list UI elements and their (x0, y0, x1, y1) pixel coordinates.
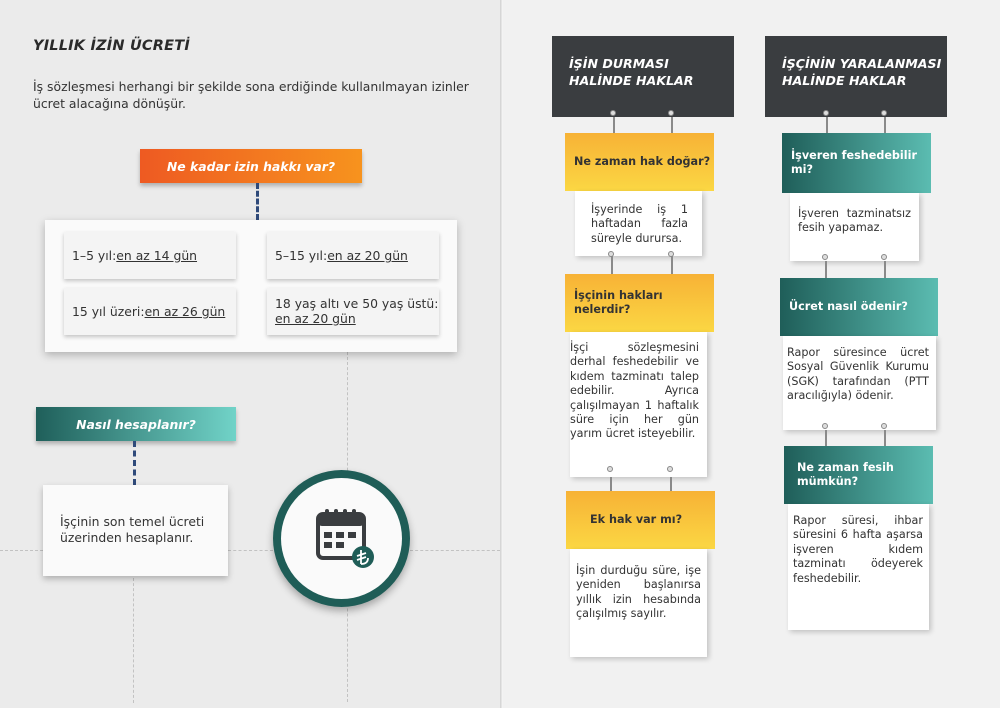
entitlement-cell (267, 232, 439, 279)
guide-line (228, 550, 273, 551)
header-work-stoppage (552, 36, 734, 117)
answer-note (790, 193, 919, 261)
answer-note (570, 332, 707, 477)
connector-line (256, 183, 259, 220)
page-title: YILLIK İZİN ÜCRETİ (33, 38, 190, 54)
answer-text: İşin durduğu süre, işe yeniden başlanırsa yıllık izin hesabında çalışılmış sayılır. (576, 564, 701, 621)
header-injury (765, 36, 947, 117)
entitlement-value: en az 14 gün (116, 248, 198, 263)
connector-line (133, 441, 136, 485)
calc-text: İşçinin son temel ücreti üzerinden hesaplanır. (60, 514, 205, 545)
question-tab[interactable]: Ücret nasıl ödenir? (780, 278, 938, 336)
header-line: İŞİN DURMASI (569, 56, 669, 71)
answer-note (570, 549, 707, 657)
entitlement-cell (267, 288, 439, 335)
calc-question-button[interactable]: Nasıl hesaplanır? (36, 407, 236, 441)
leave-question-button[interactable]: Ne kadar izin hakkı var? (140, 149, 362, 183)
question-tab[interactable]: Ne zaman hak doğar? (565, 133, 714, 191)
answer-text: Rapor süresi, ihbar süresini 6 hafta aşarsa işveren kıdem tazminatı ödeyerek feshedebilir. (793, 514, 923, 585)
entitlement-value: en az 20 gün (275, 311, 356, 326)
entitlement-cell (64, 232, 236, 279)
entitlement-label: 1–5 yıl: (72, 248, 117, 263)
answer-text: Rapor süresince ücret Sosyal Güvenlik Kurumu (SGK) tarafından (PTT aracılığıyla) ödenir. (787, 346, 929, 403)
calendar-lira-icon (281, 478, 402, 599)
entitlement-cell (64, 288, 236, 335)
question-tab[interactable]: İşçinin hakları nelerdir? (565, 274, 714, 332)
question-tab[interactable]: Ne zaman fesih mümkün? (784, 446, 933, 504)
question-tab[interactable]: Ek hak var mı? (566, 491, 715, 549)
header-line: HALİNDE HAKLAR (782, 73, 907, 88)
entitlement-box (45, 220, 457, 352)
guide-line (133, 578, 134, 703)
answer-note (575, 191, 702, 256)
entitlement-label: 15 yıl üzeri: (72, 304, 145, 319)
answer-text: İşçi sözleşmesini derhal feshedebilir ve kıdem tazminatı talep edebilir. Ayrıca çalışılmayan 1 haftalık süre için her gün yarım ücret isteyebilir. (570, 341, 699, 441)
page-spine (500, 0, 503, 708)
answer-note (783, 336, 936, 430)
header-line: İŞÇİNİN YARALANMASI (782, 56, 942, 71)
answer-note (788, 504, 929, 630)
answer-text: İşveren tazminatsız fesih yapamaz. (798, 207, 911, 235)
entitlement-value: en az 20 gün (327, 248, 408, 263)
entitlement-label: 18 yaş altı ve 50 yaş üstü: (275, 296, 439, 311)
calendar-badge (273, 470, 410, 607)
entitlement-label: 5–15 yıl: (275, 248, 328, 263)
intro-text: İş sözleşmesi herhangi bir şekilde sona erdiğinde kullanılmayan izinler ücret alacağına dönüşür. (33, 79, 469, 111)
guide-line (0, 550, 43, 551)
question-tab[interactable]: İşveren feshedebilir mi? (782, 133, 931, 193)
guide-line (410, 550, 500, 551)
answer-text: İşyerinde iş 1 haftadan fazla süreyle durursa. (591, 203, 688, 245)
header-line: HALİNDE HAKLAR (569, 73, 694, 88)
entitlement-value: en az 26 gün (144, 304, 226, 319)
calc-text-box (43, 485, 228, 576)
